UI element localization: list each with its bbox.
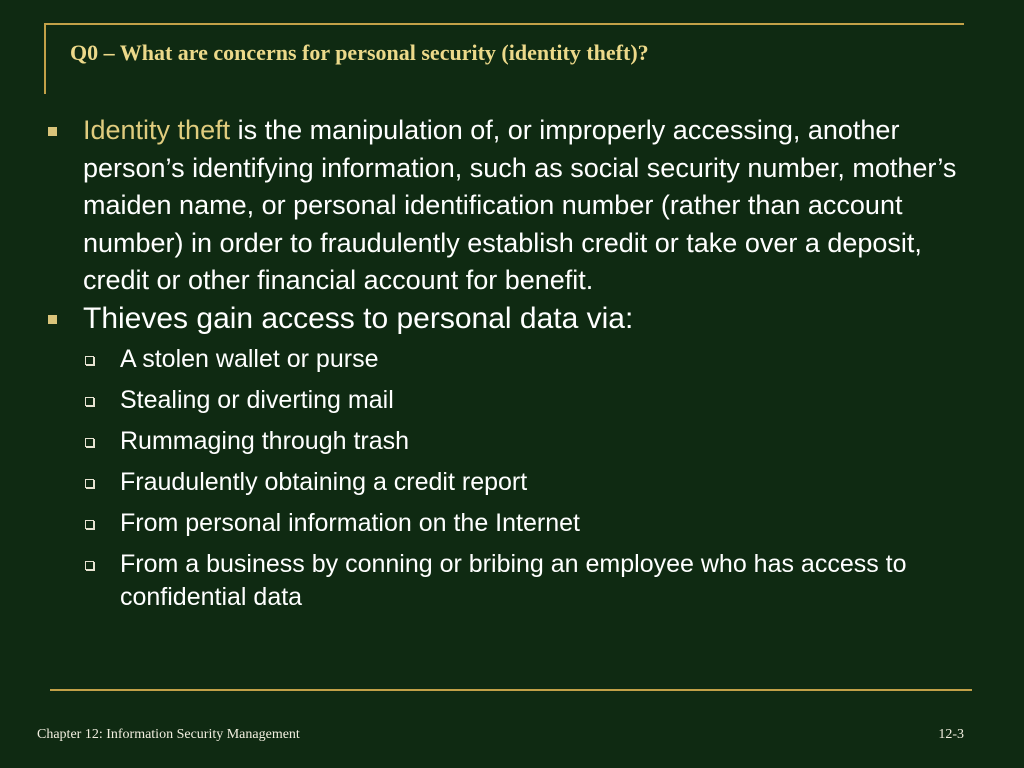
sub-bullet-text: From a business by conning or bribing an employee who has access to confidential data: [120, 549, 907, 611]
title-left-rule: [44, 23, 46, 94]
sub-bullet-text: From personal information on the Internet: [120, 508, 580, 537]
footer-page-number: 12-3: [938, 727, 964, 742]
square-bullet-icon: [48, 127, 57, 136]
term-identity-theft: Identity theft: [83, 115, 231, 145]
bullet-thieves-text: Thieves gain access to personal data via:: [83, 301, 634, 335]
footer-chapter: Chapter 12: Information Security Management: [37, 727, 300, 742]
hollow-square-bullet-icon: [85, 479, 94, 488]
footer-rule: [50, 689, 972, 691]
square-bullet-icon: [48, 315, 57, 324]
sub-bullet-internet: [46, 507, 966, 540]
sub-bullet-text: Rummaging through trash: [120, 426, 410, 455]
sub-bullet-credit-report: [46, 466, 966, 499]
sub-bullet-business: [46, 548, 966, 614]
sub-bullet-mail: [46, 384, 966, 417]
bullet-list: [46, 112, 966, 614]
hollow-square-bullet-icon: [85, 397, 94, 406]
bullet-thieves-access: [46, 302, 966, 335]
sub-bullet-text: Stealing or diverting mail: [120, 385, 394, 414]
hollow-square-bullet-icon: [85, 520, 94, 529]
identity-theft-definition: is the manipulation of, or improperly accessing, another person’s identifying information, such as social security number, mother’s maiden name, or personal identification number (rather than account number) in order to fraudulently establish credit or take over a deposit, credit or other financial account for benefit.: [83, 115, 957, 295]
sub-bullet-wallet: [46, 343, 966, 376]
hollow-square-bullet-icon: [85, 356, 94, 365]
sub-bullet-text: A stolen wallet or purse: [120, 344, 379, 373]
title-top-rule: [44, 23, 964, 25]
hollow-square-bullet-icon: [85, 561, 94, 570]
sub-bullet-trash: [46, 425, 966, 458]
sub-bullet-text: Fraudulently obtaining a credit report: [120, 467, 528, 496]
bullet-identity-theft: [46, 112, 966, 300]
hollow-square-bullet-icon: [85, 438, 94, 447]
slide-title: Q0 – What are concerns for personal security (identity theft)?: [70, 40, 649, 65]
